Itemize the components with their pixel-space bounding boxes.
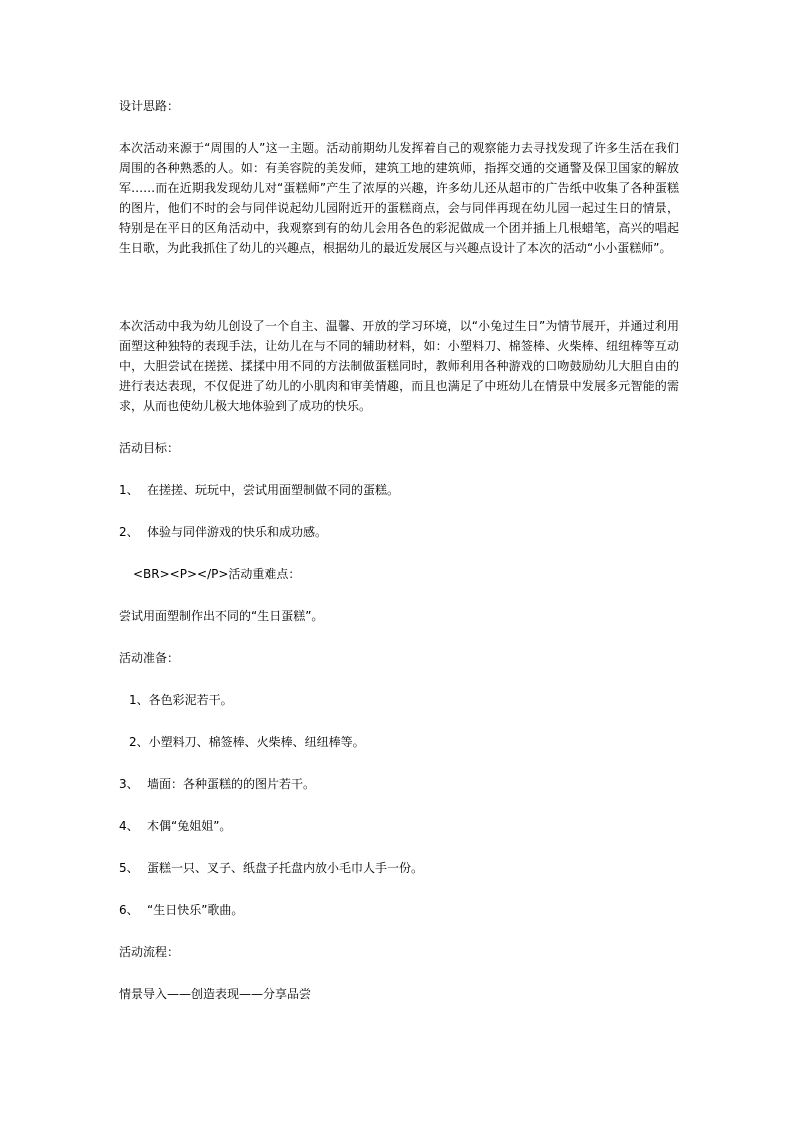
prep-item-6 xyxy=(119,900,679,920)
preparation-heading: 活动准备： xyxy=(119,651,180,665)
design-paragraph: 本次活动来源于“周围的人”这一主题。活动前期幼儿发挥着自己的观察能力去寻找发现了许多生活在我们周围的各种熟悉的人。如：有美容院的美发师，建筑工地的建筑师，指挥交通的交通警及保卫国家的解放军……而在近期我发现幼儿对“蛋糕师”产生了浓厚的兴趣，许多幼儿还从超市的广告纸中收集了各种蛋糕的图片，他们不时的会与同伴说起幼儿园附近开的蛋糕商点，会与同伴再现在幼儿园一起过生日的情景，特别是在平日的区角活动中，我观察到有的幼儿会用各色的彩泥做成一个团并插上几根蜡笔，高兴的唱起生日歌，为此我抓住了幼儿的兴趣点，根据幼儿的最近发展区与兴趣点设计了本次的活动“小小蛋糕师”。 xyxy=(119,141,679,255)
goal-item-2 xyxy=(119,522,679,542)
goal-number: 1、 xyxy=(119,483,139,497)
goal-item-1 xyxy=(119,480,679,500)
prep-item-3 xyxy=(119,774,679,794)
flow-text: 情景导入——创造表现——分享品尝 xyxy=(119,987,312,1001)
prep-item-5 xyxy=(119,858,679,878)
prep-number: 3、 xyxy=(119,777,139,791)
prep-number: 4、 xyxy=(119,819,139,833)
prep-number: 5、 xyxy=(119,861,139,875)
document-content xyxy=(119,96,679,1004)
design-heading: 设计思路： xyxy=(119,99,180,113)
prep-text: 蛋糕一只、叉子、纸盘子托盘内放小毛巾人手一份。 xyxy=(147,861,424,875)
key-points-heading: <BR><P></P>活动重难点： xyxy=(133,567,301,581)
goals-heading: 活动目标： xyxy=(119,441,180,455)
prep-number: 6、 xyxy=(119,903,139,917)
prep-item-2: 2、小塑料刀、棉签棒、火柴棒、纽纽棒等。 xyxy=(129,735,365,749)
key-points-text: 尝试用面塑制作出不同的“生日蛋糕”。 xyxy=(119,609,324,623)
goal-text: 体验与同伴游戏的快乐和成功感。 xyxy=(147,525,328,539)
prep-text: 木偶“兔姐姐”。 xyxy=(147,819,232,833)
prep-item-1: 1、各色彩泥若干。 xyxy=(129,693,233,707)
flow-heading: 活动流程： xyxy=(119,945,180,959)
environment-paragraph: 本次活动中我为幼儿创设了一个自主、温馨、开放的学习环境，以“小兔过生日”为情节展开，并通过利用面塑这种独特的表现手法，让幼儿在与不同的辅助材料，如：小塑料刀、棉签棒、火柴棒、纽纽棒等互动中，大胆尝试在搓搓、揉揉中用不同的方法制做蛋糕同时，教师利用各种游戏的口吻鼓励幼儿大胆自由的进行表达表现，不仅促进了幼儿的小肌肉和审美情趣，而且也满足了中班幼儿在情景中发展多元智能的需求，从而也使幼儿极大地体验到了成功的快乐。 xyxy=(119,319,679,413)
prep-text: “生日快乐”歌曲。 xyxy=(147,903,244,917)
goal-number: 2、 xyxy=(119,525,139,539)
prep-item-4 xyxy=(119,816,679,836)
goal-text: 在搓搓、玩玩中，尝试用面塑制做不同的蛋糕。 xyxy=(147,483,400,497)
prep-text: 墙面：各种蛋糕的的图片若干。 xyxy=(147,777,316,791)
